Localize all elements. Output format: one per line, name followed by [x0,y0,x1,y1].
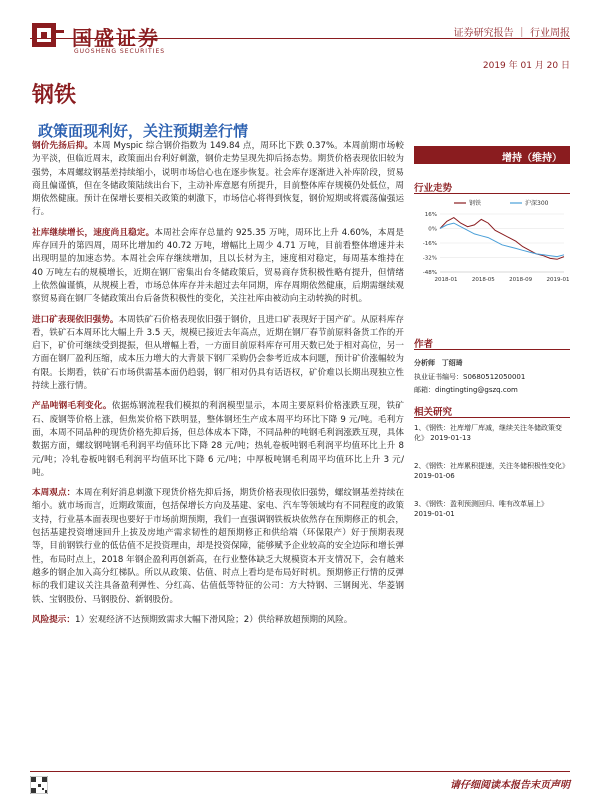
paragraph-lead: 社库继续增长，速度尚且稳定。 [32,227,155,238]
analyst-name: 丁绍琦 [441,359,463,367]
report-header [30,14,570,71]
series-line [440,223,564,257]
paragraph-text: 依据炼钢流程我们模拟的利润模型显示，本周主要原料价格涨跌互现，铁矿石、废钢等价格上涨，但焦炭价格下跌明显，整体钢坯生产成本周平均环比下降 9 元/吨。毛利方面，本周不同品种的现货价格先抑后扬，但总体成本下降，不同品种的吨钢毛利润涨跌互现，具体数据方面，螺纹钢吨钢毛利润平均值环比下降 28 元/吨；热轧卷板吨钢毛利润平均值环比上升 8 元/吨；冷轧卷板吨钢毛利润平均值环比下降 6 元/吨；中厚板吨钢毛利周平均值环比上升 3 元/吨。 [32,401,404,478]
related-report-item[interactable]: 1、《钢铁：社库增厂库减，继续关注冬储政策变化》 2019-01-13 [414,424,562,442]
footer-disclaimer: 请仔细阅读本报告末页声明 [450,780,570,791]
paragraph-text: 本周铁矿石价格表现依旧强于钢价，且进口矿表现好于国产矿。从原料库存看，铁矿石本周环比大幅上升 3.5 天，规模已接近去年高点，近期在钢厂春节前原料备货工作的开启下，矿价可继续受到提振，但从增幅上看，一方面目前原料库存可用天数已处于相对高位，另一方面在钢厂盈利压缩，成本压力增大的大背景下钢厂采购仍会参考近成本问题，预计矿价涨幅较为有限。长期看，铁矿石市场供需基本面仍趋弱，钢厂相对仍具有话语权，矿价难以长期出现独立性持续上涨行情。 [32,314,404,392]
paragraph-view [32,487,404,607]
guosheng-logo-icon [30,20,66,50]
legend-label: 钢铁 [469,200,482,207]
report-date: 2019 年 01 月 20 日 [482,61,570,71]
footer-divider [30,771,570,772]
related-report-item[interactable]: 2、《钢铁：社库累积提速，关注冬储积极性变化》 2019-01-06 [414,462,569,480]
header-divider [30,38,570,39]
risk-warning [32,614,404,627]
author-section-divider [414,349,570,350]
analyst-label: 分析师 [414,359,435,367]
analyst-row [414,358,463,368]
paragraph-text: 本周 Myspic 综合钢价指数为 149.84 点，周环比下跌 0.37%。本周前期市场較为平淡，但临近周末，政策面出台利好刺激，钢价走势呈现先抑后扬态势。期货价格表现依旧较为强势，本周螺纹钢基差持续缩小，说明市场信心也在逐步恢复。社会库存逐渐进入补库阶段，贸易商且偏谨慎，但在冬储政策陆续出台下，主动补库意愿有所提升，目前整体库存规模仍处低位，周期依然健康。预计在保增长要相关政策的刺激下，市场信心将得到恢复，钢价短期或将震荡偏强运行。 [32,141,404,218]
paragraph-inventory [32,227,404,307]
paragraph-iron-ore [32,314,404,394]
industry-title: 钢铁 [32,82,77,108]
y-tick-label: -48% [422,270,437,276]
main-content [32,140,404,627]
report-type: 证券研究报告 ｜ 行业周报 [453,28,570,39]
paragraph-text: 本周在利好消息刺激下现货价格先抑后扬，期货价格表现依旧强势，螺纹钢基差持续在缩小。就市场而言，近期政策面，包括保增长方向及基建、家电、汽车等领域均有不同程度的政策支持，行业基本面表现也要好于市场前期预期，我们一直强调钢铁板块依然存在预期修正的机会，包括基建投资增速回升上拔及房地产需求韧性的超预期修正和供给端（环保限产）好于预期表现等，目前钢铁行业的低估值不足投资理由，却是投资保障，能够赋予企业较高的安全边际和增长弹性，布局时点上，2018 年钢企盈利再创新高，在行业整体缺乏大规模资本开支情况下，会有越来越多的钢企加入高分红梯队。所以从政策、估值、时点上看均是布局好时机。预期修正行情的反弹标的我们建议关注具备盈利弹性、分红高、估值低等特征的公司：方大特钢、三钢闽光、华菱钢铁、宝钢股份、马钢股份、新钢股份。 [32,488,404,605]
qr-code-icon [30,776,48,794]
y-tick-label: 16% [424,212,437,218]
report-headline: 政策面现利好，关注预期差行情 [38,122,249,140]
x-tick-label: 2019-01 [546,277,570,283]
paragraph-lead: 进口矿表现依旧强势。 [32,314,119,325]
related-section-divider [414,417,570,418]
trend-section-title: 行业走势 [414,183,453,194]
x-tick-label: 2018-09 [509,277,533,283]
related-section-title: 相关研究 [414,407,453,418]
risk-text: 1）宏观经济不达预期致需求大幅下滑风险；2）供给释放超预期的风险。 [74,614,353,625]
x-tick-label: 2018-05 [471,277,495,283]
x-tick-label: 2018-01 [434,277,458,283]
industry-trend-chart [414,196,570,288]
paragraph-lead: 产品吨钢毛利变化。 [32,401,112,412]
legend-label: 沪深300 [525,200,549,207]
paragraph-lead: 钢价先扬后抑。 [32,141,94,151]
paragraph-lead: 本周观点： [32,488,76,499]
trend-section-divider [414,193,570,194]
rating-badge: 增持（维持） [414,146,570,164]
analyst-license: 执业证书编号：S0680512050001 [414,373,526,381]
series-line [440,218,564,260]
y-tick-label: -32% [422,255,437,262]
author-section-title: 作者 [414,339,434,350]
logo-text: 国盛证券 [72,26,160,50]
logo-subtext: GUOSHENG SECURITIES [74,48,166,55]
y-tick-label: 0% [428,226,437,233]
paragraph-margin [32,400,404,480]
analyst-email[interactable]: 邮箱：dingtingting@gszq.com [414,386,518,394]
paragraph-text: 本周社会库存总量约 925.35 万吨，周环比上升 4.60%，本周是库存回升的第四周，周环比增加约 40.72 万吨，增幅比上周少 4.71 万吨，目前看整体增速并未出现明显的加速态势。本周社会库存继续增加，且以长材为主，速度相对稳定，每周基本维持在 40 万吨左右的规模增长，近期在钢厂密集出台冬储政策后，贸易商存货积极性略有提升，但情绪上依然偏谨慎，从规模上看，市场总体库存并未超过去年同期，库存周期依然健康，后期需继续观察贸易商在钢厂冬储政策出台后备货积极性的变化，关注社库由被动向主动转换的时机。 [32,227,404,305]
paragraph-price [32,140,404,220]
related-report-item[interactable]: 3、《钢铁：盈利预测回归、唯有改革届上》 2019-01-01 [414,500,548,518]
y-tick-label: -16% [422,241,437,247]
risk-lead: 风险提示： [32,614,75,625]
